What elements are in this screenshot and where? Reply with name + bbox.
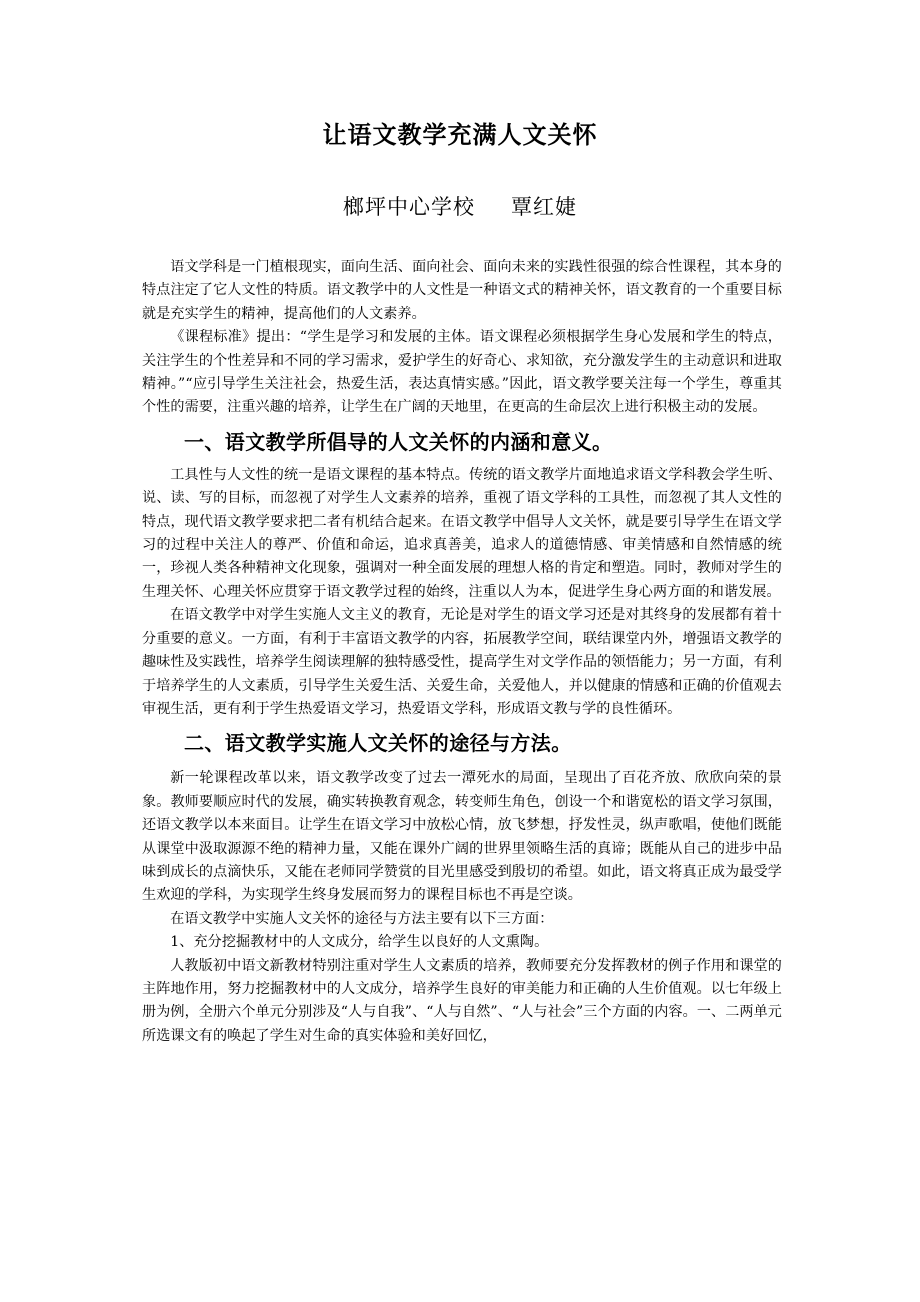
section-paragraph: 在语文教学中对学生实施人文主义的教育，无论是对学生的语文学习还是对其终身的发展都有着十分重要的意义。一方面，有利于丰富语文教学的内容，拓展教学空间，联结课堂内外，增强语文教学的趣味性及实践性，培养学生阅读理解的独特感受性，提高学生对文学作品的领悟能力；另一方面，有利于培养学生的人文素质，引导学生关爱生活、关爱生命，关爱他人，并以健康的情感和正确的价值观去审视生活，更有利于学生热爱语文学习，热爱语文学科，形成语文教与学的良性循环。 (142, 607, 782, 717)
section-paragraph: 新一轮课程改革以来，语文教学改变了过去一潭死水的局面，呈现出了百花齐放、欣欣向荣的景象。教师要顺应时代的发展，确实转换教育观念，转变师生角色，创设一个和谐宽松的语文学习氛围，还语文教学以本来面目。让学生在语文学习中放松心情，放飞梦想，抒发性灵，纵声歌唱，使他们既能从课堂中汲取源源不绝的精神力量，又能在课外广阔的世界里领略生活的真谛；既能从自己的进步中品味到成长的点滴快乐，又能在老师同学赞赏的目光里感受到殷切的希望。如此，语文将真正成为最受学生欢迎的学科，为实现学生终身发展而努力的课程目标也不再是空谈。 (142, 770, 782, 904)
section-paragraph: 人教版初中语文新教材特别注重对学生人文素质的培养，教师要充分发挥教材的例子作用和课堂的主阵地作用，努力挖掘教材中的人文成分，培养学生良好的审美能力和正确的人生价值观。以七年级上册为例，全册六个单元分别涉及“人与自我”、“人与自然”、“人与社会”三个方面的内容。一、二两单元所选课文有的唤起了学生对生命的真实体验和美好回忆， (142, 957, 782, 1044)
author-name: 覃红婕 (511, 195, 577, 219)
author-school: 榔坪中心学校 (343, 195, 475, 219)
section-heading: 二、语文教学实施人文关怀的途径与方法。 (184, 731, 572, 756)
section-heading: 一、语文教学所倡导的人文关怀的内涵和意义。 (184, 429, 613, 454)
intro-paragraph: 《课程标准》提出：“学生是学习和发展的主体。语文课程必须根据学生身心发展和学生的特点，关注学生的个性差异和不同的学习需求，爱护学生的好奇心、求知欲，充分激发学生的主动意识和进取精神。”“应引导学生关注社会，热爱生活，表达真情实感。”因此，语文教学要关注每一个学生，尊重其个性的需要，注重兴趣的培养，让学生在广阔的天地里，在更高的生命层次上进行积极主动的发展。 (142, 329, 782, 416)
document-body (142, 256, 782, 1048)
intro-paragraph: 语文学科是一门植根现实，面向生活、面向社会、面向未来的实践性很强的综合性课程，其本身的特点注定了它人文性的特质。语文教学中的人文性是一种语文式的精神关怀，语文教育的一个重要目标就是充实学生的精神，提高他们的人文素养。 (142, 259, 782, 322)
document-title: 让语文教学充满人文关怀 (322, 121, 598, 149)
section-subheading: 1、充分挖掘教材中的人文成分，给学生以良好的人文熏陶。 (170, 934, 549, 951)
section-paragraph: 工具性与人文性的统一是语文课程的基本特点。传统的语文教学片面地追求语文学科教会学生听、说、读、写的目标，而忽视了对学生人文素养的培养，重视了语文学科的工具性，而忽视了其人文性的特点，现代语文教学要求把二者有机结合起来。在语文教学中倡导人文关怀，就是要引导学生在语文学习的过程中关注人的尊严、价值和命运，追求真善美，追求人的道德情感、审美情感和自然情感的统一，珍视人类各种精神文化现象，强调对一种全面发展的理想人格的肯定和塑造。同时，教师对学生的生理关怀、心理关怀应贯穿于语文教学过程的始终，注重以人为本，促进学生身心两方面的和谐发展。 (142, 466, 782, 600)
section-paragraph: 在语文教学中实施人文关怀的途径与方法主要有以下三方面： (170, 910, 554, 927)
author-line (0, 192, 920, 222)
